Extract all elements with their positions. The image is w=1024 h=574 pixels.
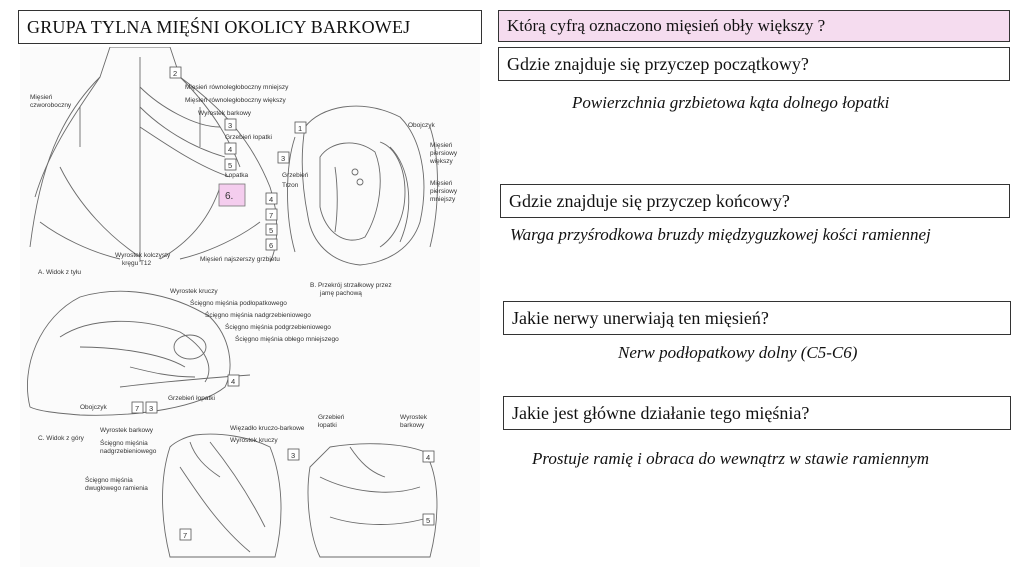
- svg-text:Ścięgno mięśnia: Ścięgno mięśnia: [100, 440, 148, 447]
- question-innervation: Jakie nerwy unerwiają ten mięsień?: [503, 301, 1011, 335]
- svg-text:A. Widok z tyłu: A. Widok z tyłu: [38, 269, 81, 276]
- highlight-label-box: [219, 184, 245, 206]
- svg-text:2: 2: [173, 69, 178, 78]
- svg-text:czworoboczny: czworoboczny: [30, 102, 72, 109]
- svg-text:Wyrostek kruczy: Wyrostek kruczy: [230, 437, 278, 444]
- svg-text:3: 3: [291, 451, 296, 460]
- answer-innervation: Nerw podłopatkowy dolny (C5-C6): [618, 343, 858, 362]
- svg-text:3: 3: [228, 121, 233, 130]
- svg-text:nadgrzebieniowego: nadgrzebieniowego: [100, 448, 157, 455]
- svg-text:Ścięgno mięśnia obłego mniejsz: Ścięgno mięśnia obłego mniejszego: [235, 336, 339, 343]
- svg-text:barkowy: barkowy: [400, 422, 425, 429]
- svg-text:dwugłowego ramienia: dwugłowego ramienia: [85, 485, 148, 492]
- svg-text:Mięsień: Mięsień: [430, 142, 453, 149]
- question-action: Jakie jest główne działanie tego mięśnia?: [503, 396, 1011, 430]
- svg-text:Wyrostek: Wyrostek: [400, 414, 428, 421]
- svg-text:Obojczyk: Obojczyk: [80, 404, 107, 411]
- svg-text:6: 6: [269, 241, 274, 250]
- svg-text:Grzebień łopatki: Grzebień łopatki: [168, 395, 215, 402]
- svg-text:4: 4: [228, 145, 233, 154]
- svg-text:Mięsień równoległoboczny mniej: Mięsień równoległoboczny mniejszy: [185, 84, 289, 91]
- svg-text:Trzon: Trzon: [282, 182, 299, 189]
- question-insertion: Gdzie znajduje się przyczep końcowy?: [500, 184, 1010, 218]
- svg-text:mniejszy: mniejszy: [430, 196, 456, 203]
- svg-text:Ścięgno mięśnia podłopatkowego: Ścięgno mięśnia podłopatkowego: [190, 300, 287, 307]
- svg-text:4: 4: [269, 195, 274, 204]
- anatomy-figure: [20, 47, 480, 567]
- svg-text:3: 3: [281, 154, 286, 163]
- svg-text:Ścięgno mięśnia nadgrzebieniow: Ścięgno mięśnia nadgrzebieniowego: [205, 312, 311, 319]
- svg-text:7: 7: [135, 404, 140, 413]
- svg-text:jamę pachową: jamę pachową: [320, 290, 362, 297]
- svg-text:Wyrostek barkowy: Wyrostek barkowy: [198, 110, 252, 117]
- answer-origin: Powierzchnia grzbietowa kąta dolnego łopatki: [572, 93, 890, 112]
- svg-text:4: 4: [231, 377, 236, 386]
- svg-text:Grzebień łopatki: Grzebień łopatki: [225, 134, 272, 141]
- svg-text:Grzebień: Grzebień: [282, 172, 309, 179]
- svg-text:większy: większy: [430, 158, 453, 165]
- answer-insertion: Warga przyśrodkowa bruzdy międzyguzkowej kości ramiennej: [510, 225, 931, 244]
- svg-text:3: 3: [149, 404, 154, 413]
- main-question: Którą cyfrą oznaczono mięsień obły większy ?: [498, 10, 1010, 42]
- svg-text:kręgu T12: kręgu T12: [122, 260, 152, 267]
- svg-text:5: 5: [426, 516, 431, 525]
- svg-text:B. Przekrój strzałkowy przez: B. Przekrój strzałkowy przez: [310, 282, 392, 289]
- svg-text:1: 1: [298, 124, 303, 133]
- svg-text:Wyrostek barkowy: Wyrostek barkowy: [100, 427, 154, 434]
- svg-text:Wyrostek kruczy: Wyrostek kruczy: [170, 288, 218, 295]
- svg-text:5: 5: [228, 161, 233, 170]
- svg-text:7: 7: [269, 211, 274, 220]
- svg-text:4: 4: [426, 453, 431, 462]
- svg-text:Obojczyk: Obojczyk: [408, 122, 435, 129]
- svg-text:Łopatka: Łopatka: [225, 172, 249, 179]
- slide-title: GRUPA TYLNA MIĘŚNI OKOLICY BARKOWEJ: [18, 10, 482, 44]
- answer-action: Prostuje ramię i obraca do wewnątrz w stawie ramiennym: [532, 449, 929, 468]
- svg-text:łopatki: łopatki: [318, 422, 337, 429]
- svg-text:Mięsień: Mięsień: [430, 180, 453, 187]
- svg-text:piersiowy: piersiowy: [430, 150, 458, 157]
- svg-text:Grzebień: Grzebień: [318, 414, 345, 421]
- svg-text:Ścięgno mięśnia podgrzebieniow: Ścięgno mięśnia podgrzebieniowego: [225, 324, 331, 331]
- highlight-label: 6.: [225, 191, 234, 202]
- svg-text:Więzadło kruczo-barkowe: Więzadło kruczo-barkowe: [230, 425, 305, 432]
- svg-text:Wyrostek kolczysty: Wyrostek kolczysty: [115, 252, 171, 259]
- question-origin: Gdzie znajduje się przyczep początkowy?: [498, 47, 1010, 81]
- svg-text:5: 5: [269, 226, 274, 235]
- svg-text:Mięsień: Mięsień: [30, 94, 53, 101]
- svg-text:piersiowy: piersiowy: [430, 188, 458, 195]
- svg-text:C. Widok z góry: C. Widok z góry: [38, 435, 84, 442]
- svg-text:Mięsień najszerszy grzbietu: Mięsień najszerszy grzbietu: [200, 256, 280, 263]
- svg-text:Ścięgno mięśnia: Ścięgno mięśnia: [85, 477, 133, 484]
- svg-text:7: 7: [183, 531, 188, 540]
- svg-text:Mięsień równoległoboczny więks: Mięsień równoległoboczny większy: [185, 97, 286, 104]
